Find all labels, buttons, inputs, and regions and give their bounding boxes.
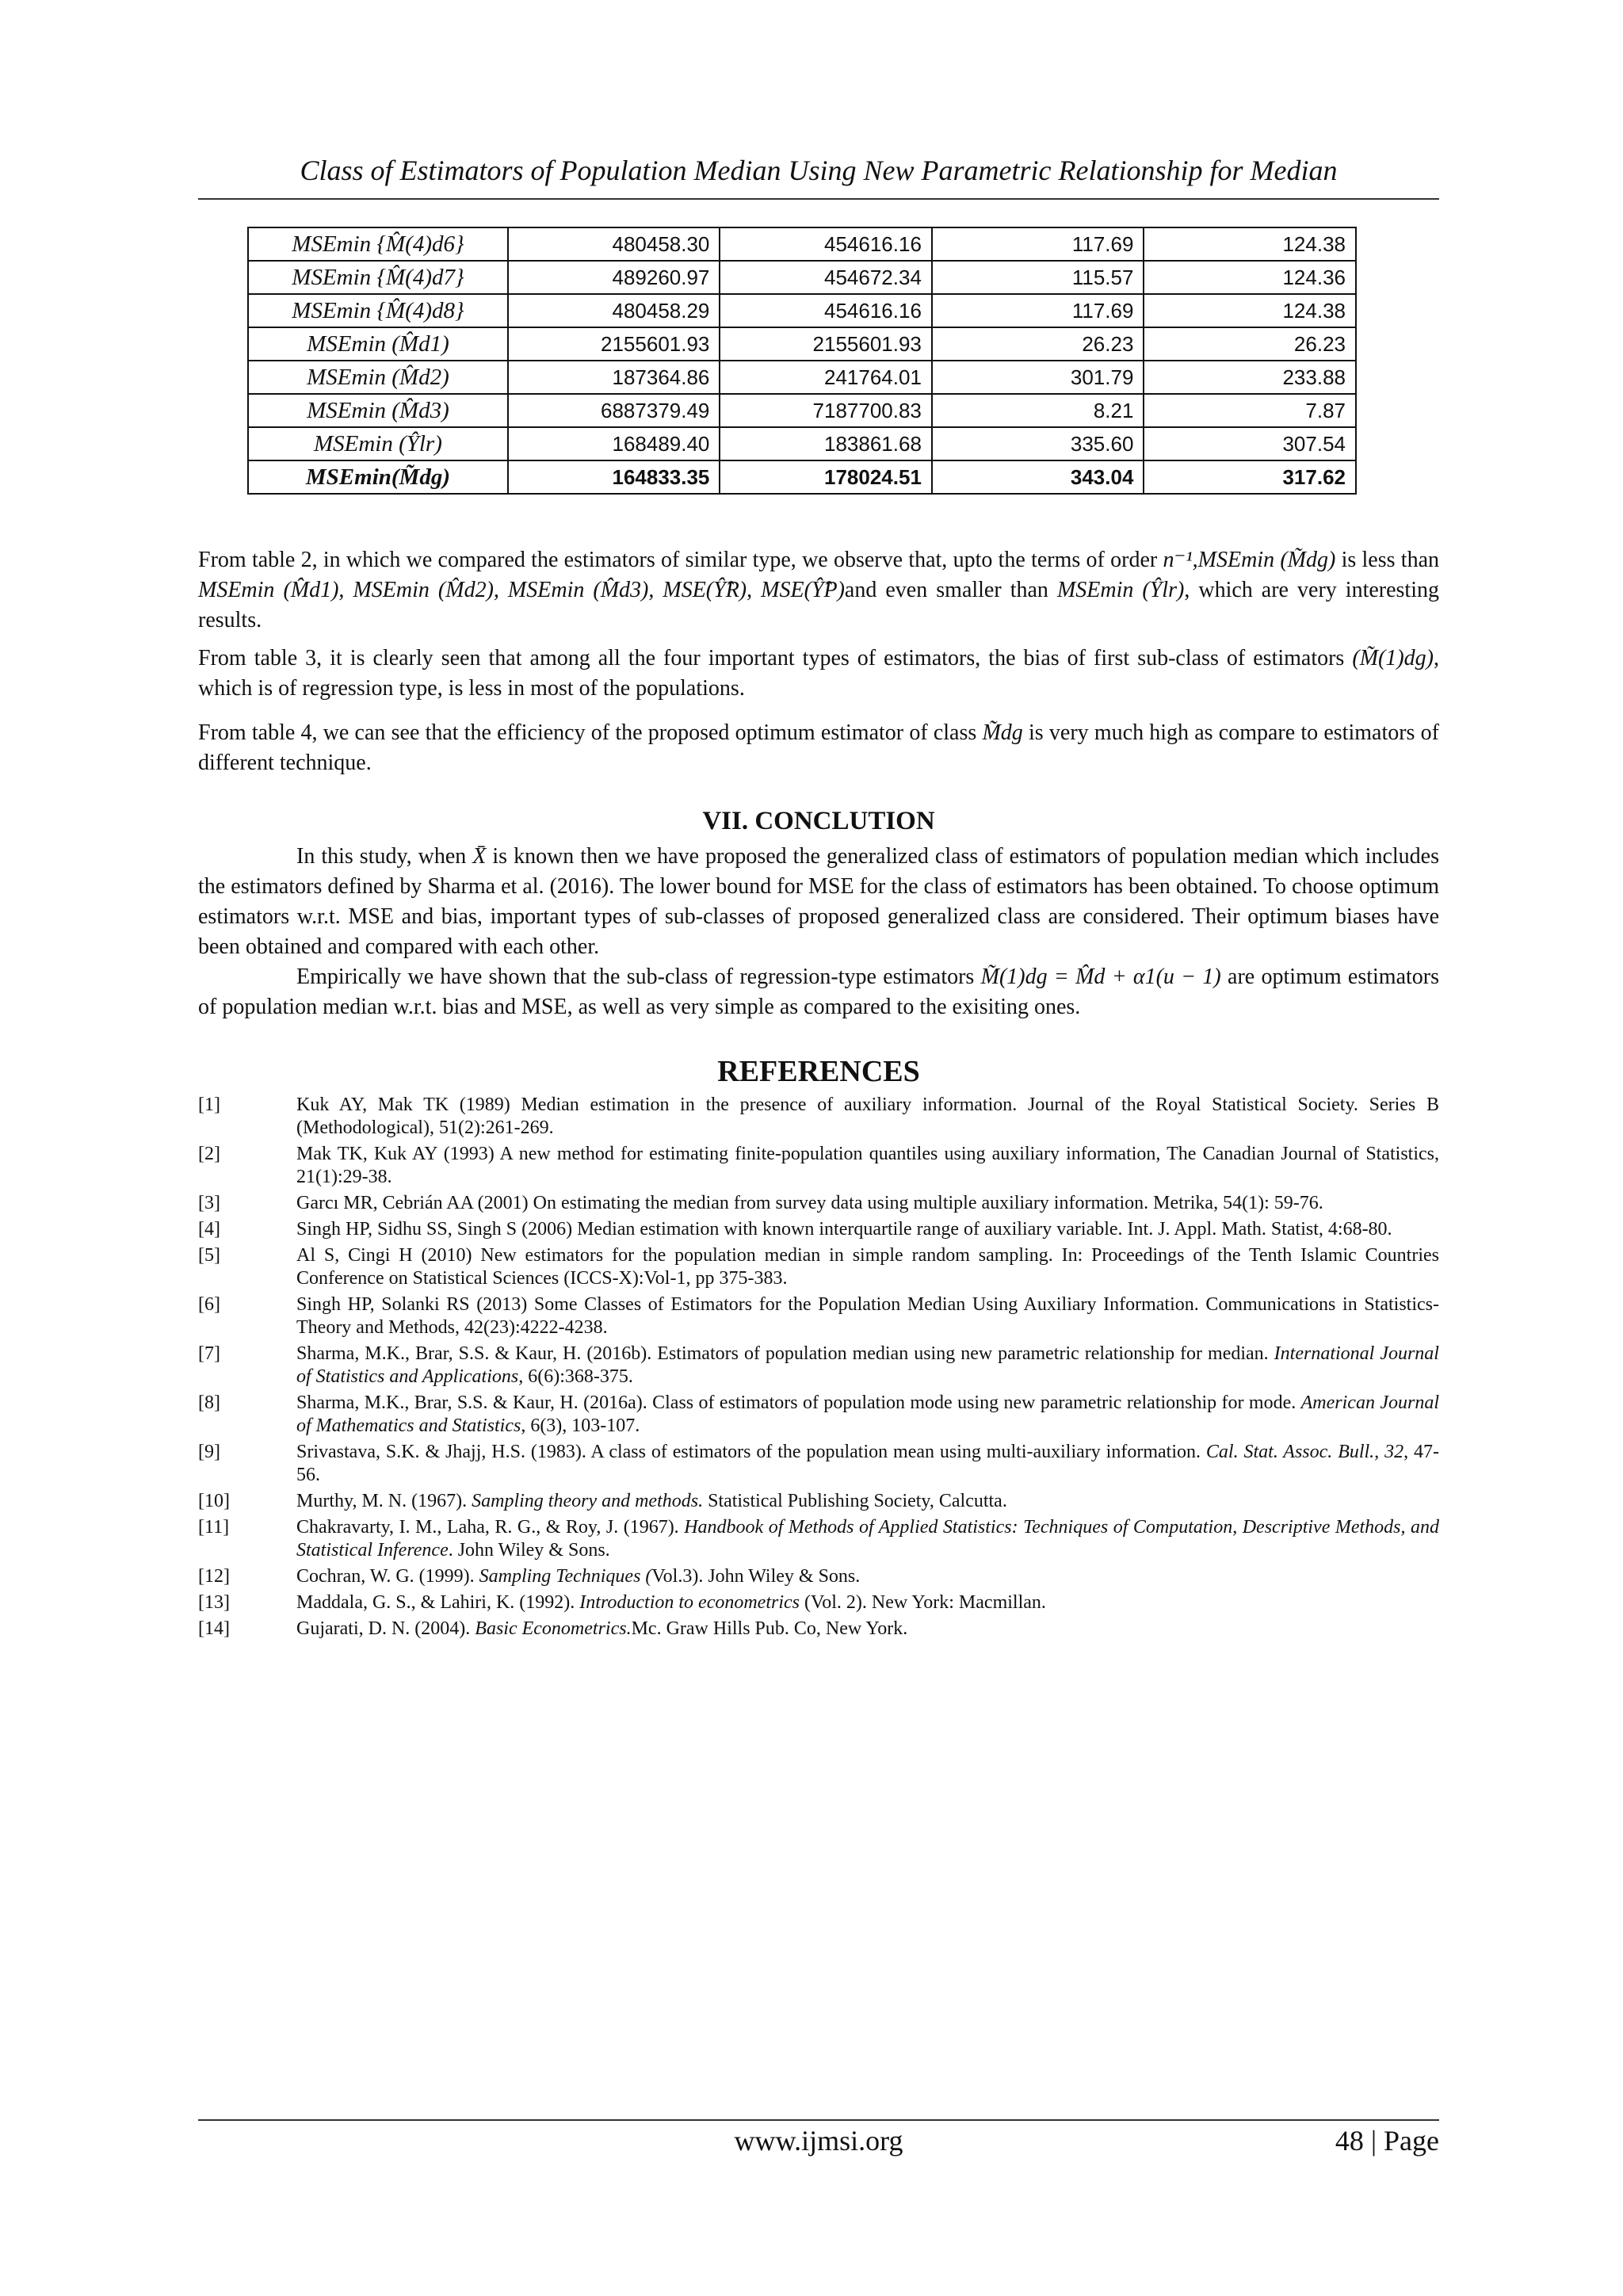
section-title: VII. CONCLUTION bbox=[702, 807, 935, 835]
reference-text bbox=[296, 1143, 1439, 1189]
text: Chakravarty, I. M., Laha, R. G., & Roy, J. (1967). bbox=[296, 1517, 685, 1538]
row-label: MSEmin (M̂d1) bbox=[248, 327, 508, 361]
text: , which is of regression type, is less in most of the populations. bbox=[198, 646, 1439, 701]
results-table bbox=[247, 227, 1357, 495]
table-cell: 7.87 bbox=[1144, 394, 1356, 427]
table-cell: 117.69 bbox=[932, 294, 1144, 327]
text: Al S, Cingi H (2010) New estimators for the population median in simple random sampling. In: Proceedings of the Tenth Islamic Countries Conference on Statistical Sciences (ICCS-X):Vol-1, pp 375-383. bbox=[296, 1245, 1439, 1289]
reference-item bbox=[198, 1618, 1439, 1641]
table-cell: 117.69 bbox=[932, 227, 1144, 261]
text: In this study, when bbox=[296, 844, 473, 869]
table-cell: 7187700.83 bbox=[720, 394, 932, 427]
table-row bbox=[248, 394, 1356, 427]
table-cell: 454672.34 bbox=[720, 261, 932, 294]
italic-text: Introduction to econometrics bbox=[579, 1592, 800, 1613]
reference-text bbox=[296, 1516, 1439, 1562]
table-cell: 307.54 bbox=[1144, 427, 1356, 460]
reference-number: [13] bbox=[198, 1592, 230, 1613]
reference-item bbox=[198, 1192, 1439, 1215]
row-label: MSEmin {M̂(4)d7} bbox=[248, 261, 508, 294]
italic-text: Handbook of Methods of Applied Statistics: Techniques of Computation, Descriptive Methods, and Statistical Inference bbox=[296, 1517, 1440, 1561]
text: Vol.3). John Wiley & Sons. bbox=[651, 1566, 861, 1587]
paragraph-table4 bbox=[198, 718, 1439, 778]
italic-text: Cal. Stat. Assoc. Bull., 32 bbox=[1205, 1442, 1404, 1462]
footer-rule bbox=[198, 2119, 1439, 2121]
text: is less than bbox=[1335, 548, 1439, 572]
table-cell: 124.38 bbox=[1144, 294, 1356, 327]
reference-number: [9] bbox=[198, 1442, 220, 1462]
reference-text bbox=[296, 1218, 1439, 1241]
text: Maddala, G. S., & Lahiri, K. (1992). bbox=[296, 1592, 580, 1613]
table-cell: 26.23 bbox=[932, 327, 1144, 361]
text: Sharma, M.K., Brar, S.S. & Kaur, H. (2016a). Class of estimators of population mode using new parametric relationship for mode. bbox=[296, 1392, 1301, 1413]
italic-text: International Journal of Statistics and Applications, bbox=[296, 1343, 1439, 1387]
table-cell: 6887379.49 bbox=[508, 394, 720, 427]
text: From table 3, it is clearly seen that among all the four important types of estimators, the bias of first sub-class of estimators bbox=[198, 646, 1353, 670]
table-cell: 178024.51 bbox=[720, 460, 932, 494]
reference-item bbox=[198, 1441, 1439, 1487]
reference-text bbox=[296, 1441, 1439, 1487]
reference-item bbox=[198, 1293, 1439, 1339]
table-cell: 480458.29 bbox=[508, 294, 720, 327]
conclusion-paragraph bbox=[198, 962, 1439, 1022]
text: Sharma, M.K., Brar, S.S. & Kaur, H. (2016b). Estimators of population median using new parametric relationship for median. bbox=[296, 1343, 1274, 1364]
reference-text bbox=[296, 1094, 1439, 1140]
table-cell: 480458.30 bbox=[508, 227, 720, 261]
text: , which are very interesting results. bbox=[198, 578, 1439, 632]
table-row bbox=[248, 294, 1356, 327]
table-cell: 2155601.93 bbox=[508, 327, 720, 361]
row-label: MSEmin (M̂d3) bbox=[248, 394, 508, 427]
reference-item bbox=[198, 1218, 1439, 1241]
reference-number: [7] bbox=[198, 1343, 220, 1364]
reference-item bbox=[198, 1343, 1439, 1389]
table-cell: 168489.40 bbox=[508, 427, 720, 460]
reference-number: [6] bbox=[198, 1294, 220, 1315]
table-cell: 124.36 bbox=[1144, 261, 1356, 294]
math-expression: M̃(1)dg = M̂d + α1(u − 1) bbox=[980, 965, 1221, 989]
text: Singh HP, Sidhu SS, Singh S (2006) Median estimation with known interquartile range of auxiliary variable. Int. J. Appl. Math. Statist, 4:68-80. bbox=[296, 1219, 1392, 1240]
reference-item bbox=[198, 1516, 1439, 1562]
text: Empirically we have shown that the sub-class of regression-type estimators bbox=[296, 965, 981, 989]
table-cell: 26.23 bbox=[1144, 327, 1356, 361]
table-cell: 241764.01 bbox=[720, 361, 932, 394]
math-expression: M̃dg bbox=[982, 720, 1023, 745]
footer-site-link[interactable]: www.ijmsi.org bbox=[734, 2125, 903, 2157]
reference-item bbox=[198, 1244, 1439, 1290]
math-expression: (M̃(1)dg) bbox=[1352, 646, 1434, 670]
reference-item bbox=[198, 1094, 1439, 1140]
text: is known then we have proposed the generalized class of estimators of population median which includes the estimators defined by Sharma et al. (2016). The lower bound for MSE for the class of estimators has been obtained. To choose optimum estimators w.r.t. MSE and bias, important types of sub-classes of proposed generalized class are considered. Their optimum biases have been obtained and compared with each other. bbox=[198, 844, 1439, 959]
text: Singh HP, Solanki RS (2013) Some Classes of Estimators for the Population Median Using Auxiliary Information. Communications in Statistics-Theory and Methods, 42(23):4222-4238. bbox=[296, 1294, 1439, 1338]
text: From table 4, we can see that the efficiency of the proposed optimum estimator of class bbox=[198, 720, 983, 745]
table-row bbox=[248, 427, 1356, 460]
running-header: Class of Estimators of Population Median Using New Parametric Relationship for Median bbox=[300, 155, 1338, 186]
reference-item bbox=[198, 1392, 1439, 1438]
paragraph-table3 bbox=[198, 644, 1439, 704]
row-label: MSEmin (Ŷlr) bbox=[248, 427, 508, 460]
table-cell: 187364.86 bbox=[508, 361, 720, 394]
math-expression: X̄ bbox=[472, 844, 487, 869]
conclusion-body bbox=[198, 842, 1439, 1022]
text: Mak TK, Kuk AY (1993) A new method for estimating finite-population quantiles using auxiliary information, The Canadian Journal of Statistics, 21(1):29-38. bbox=[296, 1144, 1439, 1187]
row-label: MSEmin(M̃dg) bbox=[248, 460, 508, 494]
text: (Vol. 2). New York: Macmillan. bbox=[800, 1592, 1046, 1613]
table-cell: 489260.97 bbox=[508, 261, 720, 294]
reference-number: [8] bbox=[198, 1392, 220, 1413]
table-cell: 454616.16 bbox=[720, 294, 932, 327]
text: Garcı MR, Cebrián AA (2001) On estimating the median from survey data using multiple auxiliary information. Metrika, 54(1): 59-76. bbox=[296, 1193, 1323, 1213]
reference-item bbox=[198, 1565, 1439, 1588]
math-expression: n⁻¹,MSEmin (M̃dg) bbox=[1163, 548, 1336, 572]
italic-text: American Journal of Mathematics and Statistics bbox=[296, 1392, 1439, 1436]
table-row bbox=[248, 361, 1356, 394]
table-cell: 115.57 bbox=[932, 261, 1144, 294]
conclusion-paragraph bbox=[198, 842, 1439, 962]
math-expression: MSEmin (Ŷlr) bbox=[1056, 578, 1185, 602]
paragraph-table2 bbox=[198, 545, 1439, 636]
reference-number: [5] bbox=[198, 1245, 220, 1266]
reference-item bbox=[198, 1143, 1439, 1189]
table-cell: 454616.16 bbox=[720, 227, 932, 261]
text: , 47-56. bbox=[296, 1442, 1439, 1485]
italic-text: Basic Econometrics. bbox=[475, 1618, 632, 1639]
text: Srivastava, S.K. & Jhajj, H.S. (1983). A class of estimators of the population mean using multi-auxiliary information. bbox=[296, 1442, 1206, 1462]
reference-text bbox=[296, 1392, 1439, 1438]
table-row bbox=[248, 327, 1356, 361]
text: Kuk AY, Mak TK (1989) Median estimation in the presence of auxiliary information. Journal of the Royal Statistical Society. Series B (Methodological), 51(2):261-269. bbox=[296, 1095, 1439, 1138]
table-cell: 233.88 bbox=[1144, 361, 1356, 394]
reference-number: [11] bbox=[198, 1517, 230, 1538]
text: is very much high as compare to estimators of different technique. bbox=[198, 720, 1439, 775]
table-row-highlight bbox=[248, 460, 1356, 494]
table-cell: 124.38 bbox=[1144, 227, 1356, 261]
reference-number: [10] bbox=[198, 1491, 230, 1511]
header-rule bbox=[198, 198, 1439, 200]
reference-text bbox=[296, 1244, 1439, 1290]
text: Statistical Publishing Society, Calcutta. bbox=[703, 1491, 1007, 1511]
reference-number: [4] bbox=[198, 1219, 220, 1240]
text: 6(6):368-375. bbox=[523, 1366, 633, 1387]
text: and even smaller than bbox=[844, 578, 1057, 602]
reference-text bbox=[296, 1293, 1439, 1339]
reference-text bbox=[296, 1565, 1439, 1588]
references-list bbox=[198, 1094, 1439, 1644]
text: Mc. Graw Hills Pub. Co, New York. bbox=[631, 1618, 908, 1639]
italic-text: Sampling Techniques ( bbox=[479, 1566, 652, 1587]
references-title: REFERENCES bbox=[717, 1055, 920, 1088]
text: From table 2, in which we compared the estimators of similar type, we observe that, upto the terms of order bbox=[198, 548, 1163, 572]
table-cell: 317.62 bbox=[1144, 460, 1356, 494]
math-expression: MSEmin (M̂d1), MSEmin (M̂d2), MSEmin (M̂d3), MSE(Ŷ̂R), MSE(Ŷ̂P) bbox=[198, 578, 845, 602]
row-label: MSEmin {M̂(4)d6} bbox=[248, 227, 508, 261]
reference-text bbox=[296, 1490, 1439, 1513]
footer-page-number: 48 | Page bbox=[1335, 2125, 1439, 2157]
table-cell: 335.60 bbox=[932, 427, 1144, 460]
text: . John Wiley & Sons. bbox=[448, 1540, 610, 1561]
reference-item bbox=[198, 1591, 1439, 1614]
reference-number: [12] bbox=[198, 1566, 230, 1587]
text: Gujarati, D. N. (2004). bbox=[296, 1618, 475, 1639]
table-cell: 343.04 bbox=[932, 460, 1144, 494]
text: Murthy, M. N. (1967). bbox=[296, 1491, 472, 1511]
reference-number: [14] bbox=[198, 1618, 230, 1639]
text: , 6(3), 103-107. bbox=[521, 1415, 640, 1436]
reference-item bbox=[198, 1490, 1439, 1513]
row-label: MSEmin (M̂d2) bbox=[248, 361, 508, 394]
reference-number: [1] bbox=[198, 1095, 220, 1115]
text: Cochran, W. G. (1999). bbox=[296, 1566, 479, 1587]
reference-text bbox=[296, 1192, 1439, 1215]
reference-text bbox=[296, 1618, 1439, 1641]
reference-text bbox=[296, 1591, 1439, 1614]
table-cell: 301.79 bbox=[932, 361, 1144, 394]
table-cell: 164833.35 bbox=[508, 460, 720, 494]
reference-number: [3] bbox=[198, 1193, 220, 1213]
table-row bbox=[248, 261, 1356, 294]
italic-text: Sampling theory and methods. bbox=[472, 1491, 704, 1511]
reference-number: [2] bbox=[198, 1144, 220, 1164]
table-row bbox=[248, 227, 1356, 261]
table-cell: 8.21 bbox=[932, 394, 1144, 427]
table-cell: 2155601.93 bbox=[720, 327, 932, 361]
reference-text bbox=[296, 1343, 1439, 1389]
table-cell: 183861.68 bbox=[720, 427, 932, 460]
text: are optimum estimators of population median w.r.t. bias and MSE, as well as very simple as compared to the exisiting ones. bbox=[198, 965, 1440, 1019]
row-label: MSEmin {M̂(4)d8} bbox=[248, 294, 508, 327]
